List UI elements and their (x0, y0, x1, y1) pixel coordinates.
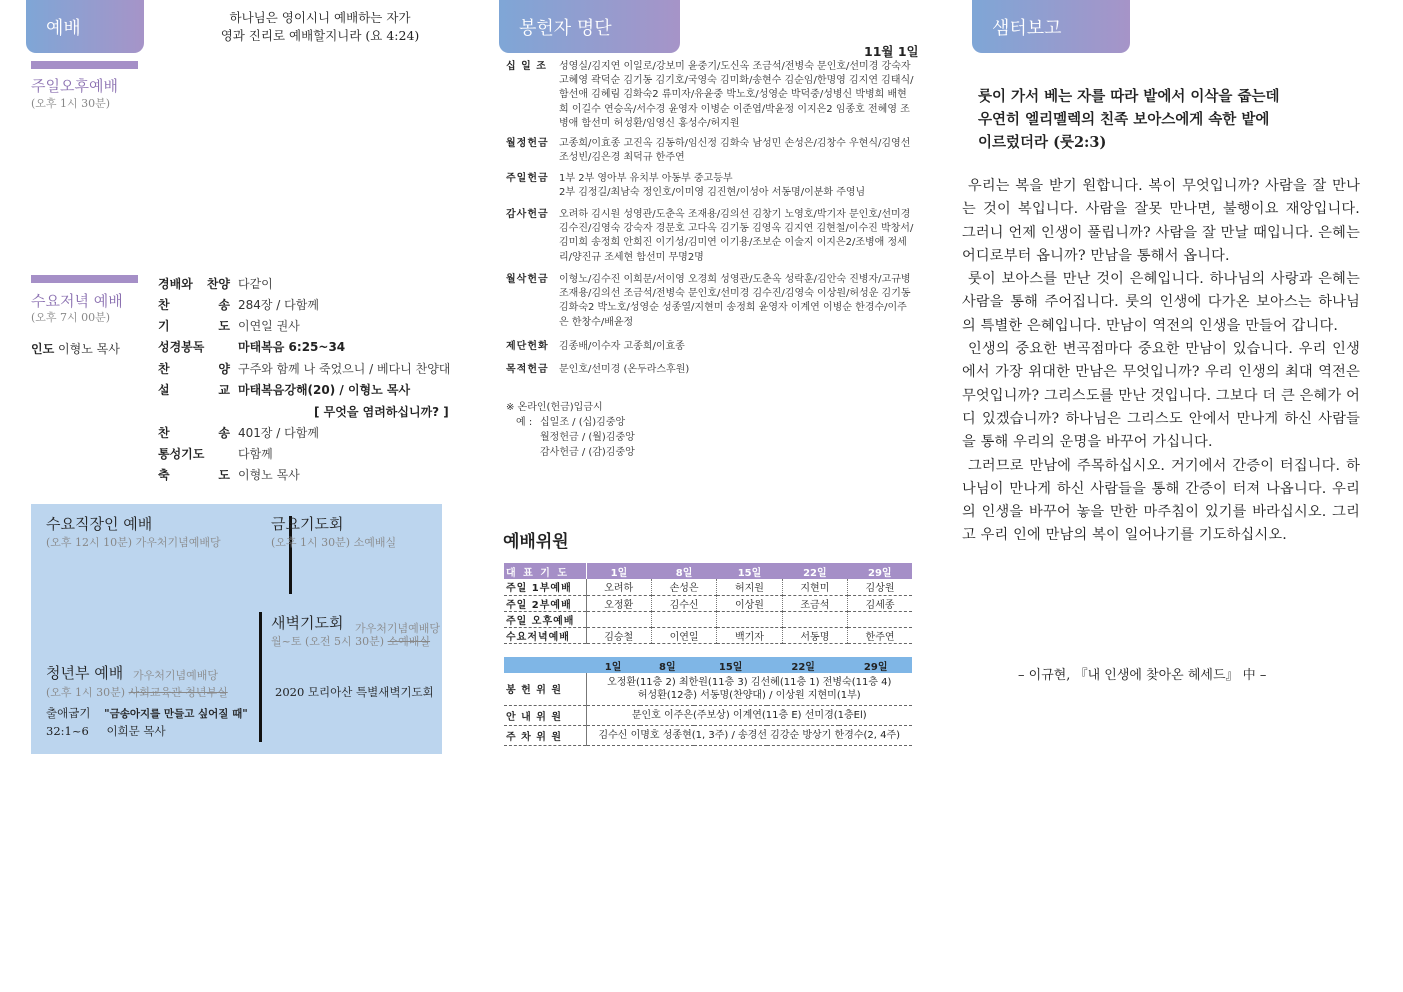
offering-label: 제단헌화 (506, 341, 549, 352)
offering-date: 11월 1일 (864, 44, 919, 59)
table-cell: 허지원 (717, 579, 782, 595)
prayer-duty-table (504, 563, 912, 644)
order-item-value: 구주와 함께 나 죽었으니 / 베다니 찬양대 (238, 362, 451, 376)
header-cell (504, 657, 586, 673)
order-item-value: [ 무엇을 염려하십니까? ] (314, 405, 449, 419)
order-item-label: 찬 송 (158, 298, 230, 312)
table-row (504, 705, 912, 725)
offering-label: 십 일 조 (506, 61, 547, 72)
table-row (504, 725, 912, 745)
youth-place-new: 가우처기념예배당 (133, 669, 219, 682)
essay-paragraph: 인생의 중요한 변곡점마다 중요한 만남이 있습니다. 우리 인생에서 가장 위대한 만남은 무엇입니까? 우리 인생의 최대 역전은 무엇입니까? 그리스도를 만난 것입니다. 그보다 더 큰 은혜가 어디 있겠습니까? 하나님은 그리스도 안에서 만나게 하신 사람들을 통해 우리의 운명을 바꾸어 가십니다. (962, 341, 1360, 451)
header-cell: 15일 (717, 563, 782, 579)
order-item-label: 설 교 (158, 383, 230, 397)
order-item-label: 통성기도 (158, 447, 205, 461)
verse-line-2: 영과 진리로 예배할지니라 (요 4:24) (220, 28, 420, 43)
offering-label: 월정헌금 (506, 138, 549, 149)
wed-work-time: (오후 12시 10분) 가우처기념예배당 (46, 536, 221, 549)
table-cell (848, 611, 912, 627)
offering-names: 고종희/이효종 고진옥 김동하/임신정 김화숙 남성민 손성은/김창수 우현식/김영선 조성빈/김은경 최덕규 한주연 (559, 138, 911, 164)
table-row (504, 627, 912, 643)
offering-names: 문인호/선미경 (온두라스후원) (559, 364, 690, 375)
dawn-time-text: 월~토 (오전 5시 30분) (271, 635, 385, 648)
section-bar (31, 275, 138, 283)
headline-line-3: 이르렀더라 (룻2:3) (978, 134, 1107, 151)
header-cell: 29일 (848, 563, 912, 579)
offering-label: 월삭헌금 (506, 274, 549, 285)
youth-time-text: (오후 1시 30분) (46, 686, 126, 699)
table-cell (586, 611, 651, 627)
row-label: 주일 2부예배 (504, 595, 586, 611)
order-item (158, 296, 319, 313)
order-item (158, 317, 300, 334)
order-item (158, 403, 449, 420)
online-example-1: 십일조 / (십)김중앙 (540, 417, 626, 428)
offering-row (506, 273, 916, 330)
duty-line: 문인호 이주은(주보상) 이계연(11층 E) 선미경(1층El) (631, 709, 867, 721)
table-cell: 백기자 (717, 627, 782, 643)
order-item (158, 381, 410, 398)
row-label: 수요저녁예배 (504, 627, 586, 643)
section-bar (31, 61, 138, 69)
row-label: 봉 헌 위 원 (504, 673, 586, 705)
header-cell: 대 표 기 도 (504, 563, 586, 579)
order-item-label: 경배와 찬양 (158, 277, 230, 291)
table-row (504, 673, 912, 705)
table-cell (782, 611, 847, 627)
exodus-label: 출애굽기 (46, 706, 91, 720)
table-cell: 오정환 (586, 595, 651, 611)
youth-time (46, 684, 228, 700)
order-item (158, 424, 319, 441)
table-cell: 서동명 (782, 627, 847, 643)
row-label: 안 내 위 원 (504, 705, 586, 725)
online-example-2: 월정헌금 / (월)김중앙 (540, 432, 635, 443)
table-cell: 이연일 (651, 627, 716, 643)
order-item (158, 445, 273, 462)
duty-line: 김수신 이명호 성종현(1, 3주) / 송경선 김강순 방상기 한경수(2, 4주) (598, 729, 901, 741)
order-item-value: 다함께 (238, 447, 273, 461)
offering-names: 성영실/김지연 이일로/강보미 윤중기/도신옥 조금석/전병숙 문인호/선미경 강숙자 고혜영 곽덕순 김기동 김기호/국영숙 김미화/송현수 김순임/한명영 김지연 김태식/함선애 김혜림 김화숙2 류미자/유윤중 박노호/성영순 박덕중/성병신 박병희 배현희 이길수 연승옥/서수경 윤영자 이병순 이준엽/박윤정 이지은2 임종호 전혜영 조병애 함선미 허성환/임영신 홍성수/허지원 (559, 61, 914, 129)
special-dawn-prayer: 2020 모리아산 특별새벽기도회 (275, 685, 434, 699)
row-label: 주 차 위 원 (504, 725, 586, 745)
offering-list-tab: 봉헌자 명단 (499, 0, 680, 53)
table-cell (651, 611, 716, 627)
sunday-pm-time: (오후 1시 30분) (31, 97, 111, 110)
order-item-value: 이연일 권사 (238, 319, 300, 333)
service-info-box (31, 504, 442, 754)
essay-paragraph: 룻이 보아스를 만난 것이 은혜입니다. 하나님의 사랑과 은혜는 사람을 통해 주어집니다. 룻의 인생에 다가온 보아스는 하나님의 특별한 은혜입니다. 만남이 역전의 인생을 만들어 갑니다. (962, 271, 1360, 334)
order-item (158, 466, 300, 483)
order-item-label: 찬 양 (158, 362, 230, 376)
offering-names: 오려하 김시원 성영관/도춘옥 조재용/김의선 김창기 노영호/박기자 문인호/선미경 김수진/김영숙 강숙자 경문호 고다옥 김기동 김영옥 김지연 김현철/이수진 박창서/김미희 송정희 안희진 이기성/김미연 이기용/조보순 이술지 이지은2/조병애 정세리/양진규 조세현 함선미 무명2명 (559, 209, 914, 263)
offering-row (506, 363, 916, 377)
table-cell: 이상원 (717, 595, 782, 611)
order-item-label: 찬 송 (158, 426, 230, 440)
header-cell: 8일 (640, 657, 694, 673)
table-cell (586, 673, 912, 705)
header-cell: 1일 (586, 657, 640, 673)
table-cell: 김승철 (586, 627, 651, 643)
samter-report-tab: 샘터보고 (972, 0, 1130, 53)
youth-place-old: 사회교육관 청년부실 (128, 686, 228, 699)
scripture-verse (200, 9, 440, 45)
youth-sermon (46, 705, 248, 740)
fri-time: (오후 1시 30분) 소예배실 (271, 536, 397, 549)
dawn-place-old: 소예배실 (387, 635, 431, 648)
sunday-pm-title: 주일오후예배 (31, 77, 118, 95)
offering-label: 감사헌금 (506, 209, 549, 220)
leader (31, 340, 120, 357)
offering-names: 김종배/이수자 고종희/이효종 (559, 341, 685, 352)
offering-names: 이형노/김수진 이희문/서이영 오경희 성영관/도춘옥 성락훈/김안숙 진병자/고규병 조재용/김의선 조금석/전병숙 문인호/선미경 김수진/김영숙 이상원/허성운 김기동 김화숙2 박노호/성영순 성종열/지현미 송정희 윤영자 이계연 이병순 한경수/이주은 한창수/배윤정 (559, 274, 911, 328)
header-cell: 8일 (651, 563, 716, 579)
table-header (504, 657, 912, 673)
table-row (504, 595, 912, 611)
offering-row (506, 340, 916, 354)
duty-line: 오정환(11층 2) 최한원(11층 3) 김선혜(11층 1) 전병숙(11층 4) (607, 676, 892, 688)
essay-paragraph: 그러므로 만남에 주목하십시오. 거기에서 간증이 터집니다. 하나님이 만나게 하신 사람들을 통해 간증이 터져 나옵니다. 우리의 인생을 바꾸어 놓을 만한 마주침이 있기를 바라십시오. 그리고 우리 인에 만남의 복이 일어나기를 기도하십시오. (962, 457, 1360, 544)
order-item-label: 기 도 (158, 319, 230, 333)
order-item-value: 마태복음 6:25~34 (238, 340, 346, 354)
essay-body (962, 175, 1360, 548)
offering-label: 목적헌금 (506, 364, 549, 375)
online-example-3: 감사헌금 / (감)김중앙 (540, 447, 635, 458)
order-item (158, 275, 273, 292)
order-item-value: 401장 / 다함께 (238, 426, 319, 440)
youth-title: 청년부 예배 (46, 664, 124, 682)
row-label: 주일 오후예배 (504, 611, 586, 627)
header-cell: 1일 (586, 563, 651, 579)
table-cell (586, 705, 912, 725)
table-cell: 손성은 (651, 579, 716, 595)
table-cell: 오려하 (586, 579, 651, 595)
leader-label: 인도 (31, 342, 55, 356)
duty-line: 허성환(12층) 서동명(찬양대) / 이상원 지현미(1부) (637, 689, 861, 701)
order-item (158, 360, 450, 377)
table-cell: 한주연 (848, 627, 912, 643)
order-item (158, 338, 345, 355)
online-note-title: ※ 온라인(헌금)입금시 (506, 402, 603, 413)
offering-label: 주일헌금 (506, 173, 549, 184)
table-cell (717, 611, 782, 627)
wed-worship-title: 수요저녁 예배 (31, 292, 123, 310)
essay-source: – 이규현, 『내 인생에 찾아온 헤세드』 中 – (1018, 668, 1267, 683)
offering-row (506, 172, 916, 200)
online-example-label: 예 : (516, 417, 533, 428)
dawn-title: 새벽기도회 (271, 614, 344, 632)
table-row (504, 611, 912, 627)
header-cell: 22일 (782, 563, 847, 579)
order-item-value: 다같이 (238, 277, 273, 291)
divider (259, 612, 262, 742)
table-cell: 조금석 (782, 595, 847, 611)
header-cell: 29일 (839, 657, 912, 673)
order-item-value: 마태복음강해(20) / 이형노 목사 (238, 383, 411, 397)
wed-worship-time: (오후 7시 00분) (31, 311, 111, 324)
table-header (504, 563, 912, 579)
table-cell: 지현미 (782, 579, 847, 595)
row-label: 주일 1부예배 (504, 579, 586, 595)
header-cell: 15일 (694, 657, 766, 673)
order-item-value: 이형노 목사 (238, 468, 300, 482)
dawn-time (271, 633, 430, 649)
offering-row (506, 137, 916, 165)
table-row (504, 579, 912, 595)
offering-row (506, 60, 916, 131)
order-item-value: 284장 / 다함께 (238, 298, 319, 312)
sermon-preacher: 이희문 목사 (106, 724, 166, 738)
exodus-ref: 32:1~6 (46, 724, 89, 738)
leader-name: 이형노 목사 (58, 342, 120, 356)
sermon-title: "금송아지를 만들고 싶어질 때" (104, 708, 248, 720)
headline-line-2: 우연히 엘리멜렉의 친족 보아스에게 속한 밭에 (978, 111, 1270, 128)
wed-work-title: 수요직장인 예배 (46, 515, 153, 533)
headline-line-1: 룻이 가서 베는 자를 따라 밭에서 이삭을 줍는데 (978, 88, 1280, 105)
fri-title: 금요기도회 (271, 515, 344, 533)
table-cell: 김수신 (651, 595, 716, 611)
offering-names: 1부 2부 영아부 유치부 아동부 중고등부 2부 김정길/최남숙 정인호/이미영 김진현/이성아 서동명/이분화 주영님 (559, 173, 866, 199)
header-cell: 22일 (767, 657, 839, 673)
verse-line-1: 하나님은 영이시니 예배하는 자가 (229, 10, 411, 25)
dawn-place-new: 가우처기념예배당 (355, 622, 441, 635)
order-item-label: 성경봉독 (158, 340, 205, 354)
order-item-label: 축 도 (158, 468, 230, 482)
committee-duty-table (504, 657, 912, 746)
table-cell: 김상원 (848, 579, 912, 595)
worship-tab: 예배 (26, 0, 144, 53)
table-cell: 김세종 (848, 595, 912, 611)
online-note (506, 400, 635, 460)
essay-paragraph: 우리는 복을 받기 원합니다. 복이 무엇입니까? 사람을 잘 만나는 것이 복입니다. 사람을 잘못 만나면, 불행이요 재앙입니다. 그러니 언제 인생이 풀립니까? 사람을 잘 만날 때입니다. 은혜는 어디로부터 옵니까? 만남을 통해서 옵니다. (962, 178, 1360, 264)
offering-row (506, 208, 916, 265)
headline-verse (978, 85, 1279, 154)
table-cell (586, 725, 912, 745)
committee-title: 예배위원 (503, 532, 569, 552)
